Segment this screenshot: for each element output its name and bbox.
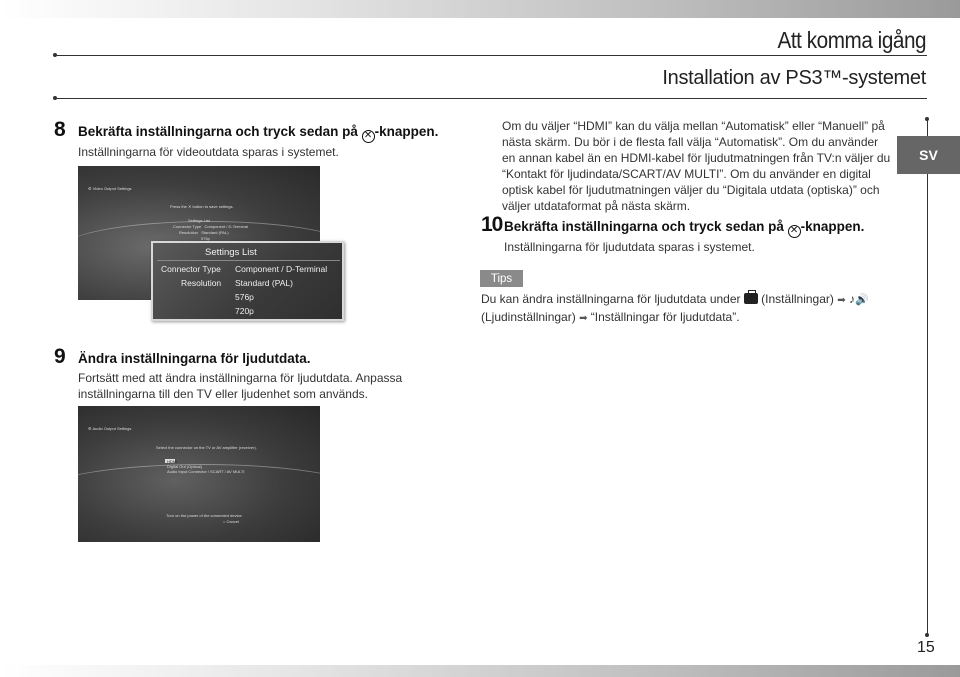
- tips-text-part2: (Inställningar): [757, 292, 838, 306]
- resolution-value-576p: 576p: [235, 292, 254, 302]
- cancel-hint: ○ Cancel: [223, 519, 239, 524]
- arrow-right-icon: ➡: [837, 295, 846, 306]
- chapter-rule-dot: [53, 53, 57, 57]
- speaker-note-icon: ♪: [848, 292, 855, 306]
- language-tab: SV: [897, 136, 960, 174]
- step-10-heading-text: Bekräfta inställningarna och tryck sedan på: [504, 219, 788, 234]
- chapter-rule: [55, 55, 927, 56]
- top-gradient-bar: [0, 0, 960, 18]
- power-hint: Turn on the power of the connected device.: [166, 513, 243, 518]
- tips-badge: Tips: [480, 270, 523, 287]
- step-8-body: Inställningarna för videoutdata sparas i systemet.: [78, 145, 339, 159]
- settings-list-divider: [157, 260, 340, 261]
- mini-row-resolution: Resolution Standard (PAL): [179, 230, 229, 235]
- step-8-number: 8: [54, 118, 65, 141]
- step-8-heading: [78, 124, 438, 143]
- mini-list-title: Settings List: [188, 218, 210, 223]
- margin-line-top-dot: [925, 117, 929, 121]
- bottom-gradient-bar: [0, 665, 960, 677]
- connector-type-label: Connector Type: [161, 264, 221, 274]
- step-10-heading: [504, 219, 864, 238]
- option-digital-optical: Digital Out (Optical): [167, 464, 202, 469]
- option-audio-input: Audio Input Connector / SCART / AV MULTI: [167, 469, 245, 474]
- resolution-value: Standard (PAL): [235, 278, 293, 288]
- resolution-value-720p: 720p: [235, 306, 254, 316]
- audio-output-screenshot: [78, 406, 320, 542]
- margin-vertical-line: [927, 119, 928, 635]
- speaker-icon: 🔊: [854, 294, 869, 306]
- connector-type-value: Component / D-Terminal: [235, 264, 328, 274]
- connector-prompt: Select the connector on the TV or AV amplifier (receiver).: [156, 445, 257, 450]
- step-8-heading-text: Bekräfta inställningarna och tryck sedan på: [78, 124, 362, 139]
- save-prompt: Press the ✕ button to save settings.: [170, 204, 234, 209]
- mini-row-connector: Connector Type Component / D-Terminal: [173, 224, 248, 229]
- settings-list-title: Settings List: [205, 247, 257, 258]
- settings-toolbox-icon: [744, 293, 758, 304]
- step-9-heading: Ändra inställningarna för ljudutdata.: [78, 351, 311, 366]
- option-hdmi: HDMI: [167, 459, 178, 464]
- cross-button-icon: ✕: [788, 225, 801, 238]
- settings-list-zoom: [151, 241, 344, 321]
- resolution-label: Resolution: [181, 278, 222, 288]
- section-rule: [55, 98, 927, 99]
- hdmi-info-paragraph: Om du väljer “HDMI” kan du välja mellan “Automatisk” eller “Manuell” på nästa skärm. Du bör i de flesta fall välja “Automatisk”. Om du använder en annan kabel än en HDMI-kabel för ljudutmatningen från TV:n väljer du “Kontakt för ljudindata/SCART/AV MULTI”. Om du använder en digital optisk kabel för ljudutmatningen väljer du “Digitala utdata (optiska)” och väljer utdataformat på nästa skärm.: [502, 119, 891, 213]
- tips-text-part4: “Inställningar för ljudutdata”.: [587, 310, 740, 324]
- step-10-number: 10: [481, 213, 503, 236]
- step-9-body: Fortsätt med att ändra inställningarna för ljudutdata. Anpassa inställningarna till den TV eller ljudenhet som används.: [78, 371, 403, 401]
- arrow-right-icon: ➡: [579, 313, 588, 324]
- page-number: 15: [917, 639, 935, 656]
- window-title: ⚙ Audio Output Settings: [88, 426, 132, 431]
- cross-button-icon: ✕: [362, 130, 375, 143]
- step-10-body: Inställningarna för ljudutdata sparas i systemet.: [504, 240, 755, 254]
- section-rule-dot: [53, 96, 57, 100]
- tips-text: [481, 291, 881, 327]
- tips-text-part1: Du kan ändra inställningarna för ljudutdata under: [481, 292, 744, 306]
- step-9-number: 9: [54, 345, 65, 368]
- section-title: Installation av PS3™-systemet: [662, 67, 926, 89]
- margin-line-bottom-dot: [925, 633, 929, 637]
- chapter-title: Att komma igång: [777, 27, 926, 53]
- step-10-heading-suffix: -knappen.: [800, 219, 865, 234]
- step-8-heading-suffix: -knappen.: [374, 124, 439, 139]
- mini-row-extra: 576p: [201, 236, 210, 241]
- window-title: ⚙ Video Output Settings: [88, 186, 132, 191]
- tips-text-part3: (Ljudinställningar): [481, 310, 580, 324]
